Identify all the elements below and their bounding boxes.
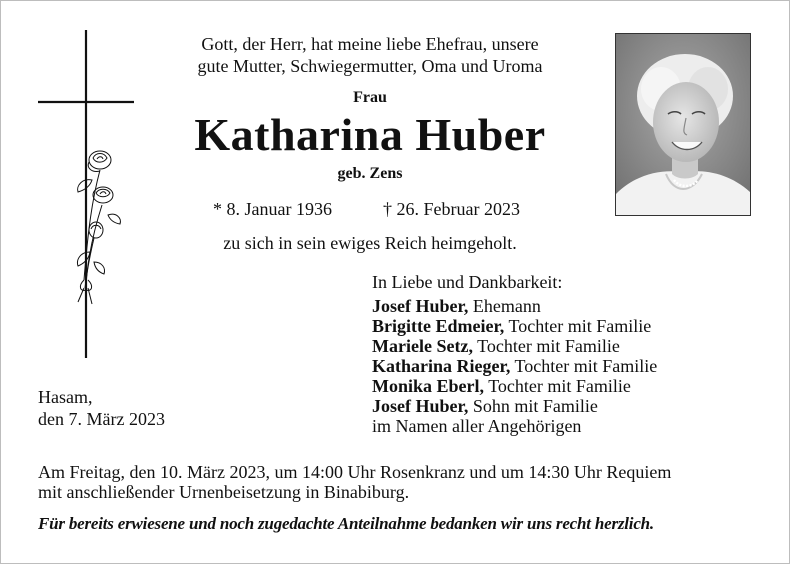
birth-date: * 8. Januar 1936: [213, 199, 332, 219]
place-date: [38, 386, 165, 430]
service-line-1: Am Freitag, den 10. März 2023, um 14:00 Uhr Rosenkranz und um 14:30 Uhr Requiem: [38, 462, 672, 482]
place: Hasam,: [38, 387, 93, 407]
mourner-name: Josef Huber,: [372, 396, 469, 416]
mourner-row: [372, 396, 657, 416]
mourner-name: Monika Eberl,: [372, 376, 485, 396]
title-frau: Frau: [353, 89, 387, 106]
mourner-row: [372, 356, 657, 376]
mourner-name: Josef Huber,: [372, 296, 469, 316]
mourners-list: [372, 296, 657, 436]
mourner-relation: Tochter mit Familie: [510, 356, 658, 376]
mourner-relation: Tochter mit Familie: [484, 376, 631, 396]
thanks-heading: In Liebe und Dankbarkeit:: [372, 272, 563, 292]
cross-with-roses-icon: [30, 30, 150, 360]
intro-line-2: gute Mutter, Schwiegermutter, Oma und Uroma: [197, 56, 543, 76]
intro-text: [170, 33, 570, 77]
mourner-relation: Sohn mit Familie: [468, 396, 598, 416]
portrait-illustration: [616, 34, 750, 215]
mourner-relation: Tochter mit Familie: [504, 316, 652, 336]
service-line-2: mit anschließender Urnenbeisetzung in Binabiburg.: [38, 482, 410, 502]
mourner-name: Katharina Rieger,: [372, 356, 511, 376]
portrait-photo: [615, 33, 751, 216]
closing-thanks: Für bereits erwiesene und noch zugedachte Anteilnahme bedanken wir uns recht herzlich.: [38, 514, 654, 533]
mourner-relation: Ehemann: [468, 296, 541, 316]
maiden-name: geb. Zens: [337, 165, 403, 182]
mourner-name: Mariele Setz,: [372, 336, 473, 356]
intro-line-1: Gott, der Herr, hat meine liebe Ehefrau, unsere: [201, 34, 539, 54]
mourners-footer: im Namen aller Angehörigen: [372, 416, 582, 436]
service-info: [38, 462, 758, 502]
mourner-row: [372, 316, 657, 336]
mourner-row: [372, 336, 657, 356]
heimgeholt-text: zu sich in sein ewiges Reich heimgeholt.: [223, 233, 517, 253]
mourner-row: [372, 376, 657, 396]
mourner-name: Brigitte Edmeier,: [372, 316, 505, 336]
death-date: † 26. Februar 2023: [383, 199, 520, 219]
deceased-name: Katharina Huber: [194, 109, 546, 160]
mourner-relation: Tochter mit Familie: [472, 336, 620, 356]
notice-date: den 7. März 2023: [38, 409, 165, 429]
mourner-row: [372, 296, 657, 316]
